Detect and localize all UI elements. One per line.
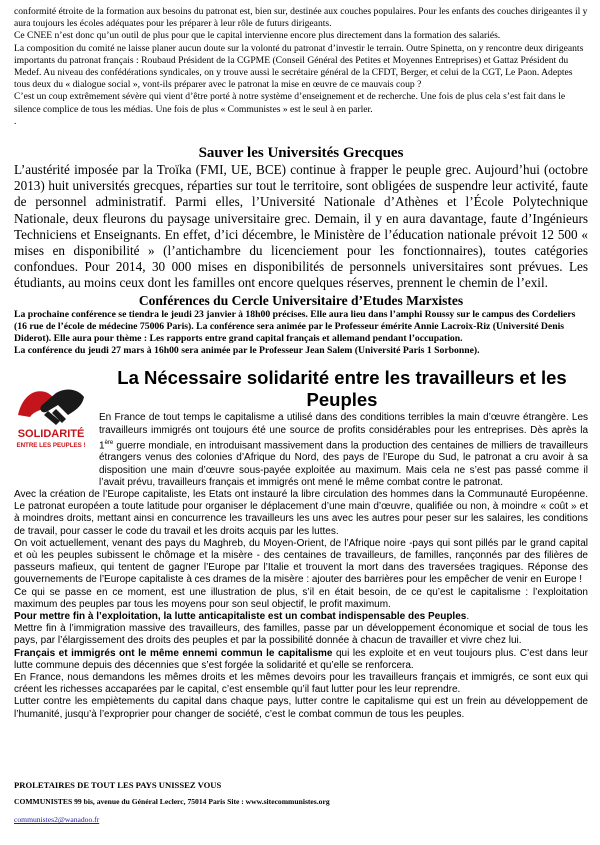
solidarity-paragraph	[14, 648, 588, 672]
intro-paragraph: conformité étroite de la formation aux besoins du patronat est, bien sur, destinée aux couches populaires. Pour les enfants des couches dirigeantes il y aura toujours les écoles adéquates pour les préparer à leur rôle de futurs dirigeants.	[14, 6, 588, 30]
solidarity-paragraph	[14, 611, 588, 623]
solidarity-paragraph: Avec la création de l’Europe capitaliste, les Etats ont instauré la libre circulation des hommes dans la Communauté Européenne. Le patronat européen a toute latitude pour organiser le déplacement d’une main d’œuvre, qualifiée ou non, à moindre « coût » et à moindres droits, mettant ainsi en concurrence les travailleurs les uns avec les autres pour peser sur les salaires, les conditions de travail, pour casser le code du travail et les droits acquis par les luttes.	[14, 489, 588, 537]
solidarity-section	[14, 367, 588, 720]
conference-paragraph: La prochaine conférence se tiendra le jeudi 23 janvier à 18h00 précises. Elle aura lieu dans l’amphi Roussy sur le campus des Cordeliers (16 rue de l’école de médecine 75006 Paris). La conférence sera animée par le Professeur émérite Annie Lacroix-Riz (Université Denis Diderot). Elle aura pour thème : Les rapports entre grand capital français et allemand pendant l’occupation.	[14, 308, 576, 345]
solidarity-logo	[12, 377, 90, 451]
superscript: ère	[104, 439, 114, 446]
page	[14, 6, 588, 721]
logo-text-sub: ENTRE LES PEUPLES !	[16, 442, 86, 450]
intro-paragraph: La composition du comité ne laisse planer aucun doute sur la volonté du patronat d’investir le terrain. Outre Spinetta, on y rencontre deux dirigeants importants du patronat français : Roubaud Président de la CGPME (Conseil Général des Petites et Moyennes Entreprises) et Gattaz Président du Medef. Au niveau des confédérations syndicales, on y trouve aussi le secrétaire général de la CFDT, Berger, et celui de la CGT, Le Paon. Adeptes tous deux du « dialogue social », vont-ils préparer avec le patronat la mise en œuvre de ce mauvais coup ?	[14, 42, 584, 91]
greek-section-body: L’austérité imposée par la Troïka (FMI, UE, BCE) continue à frapper le peuple grec. Aujourd’hui (octobre 2013) huit universités grecques, réparties sur tout le territoire, sont obligées de suspendre leur activité, faute de personnel administratif. Parmi elles, l’Université Nationale d’Athènes et l’École Polytechnique Nationale, deux fleurons du paysage universitaire grec. Demain, il y en aura davantage, faute d’Ingénieurs Techniciens et Enseignants. En effet, d’ici décembre, le Ministère de l’éducation nationale prévoit 12 500 « mises en disponibilité » (l’antichambre du licenciement pour les fonctionnaires), toutes catégories confondues. Pour 2014, 30 000 mises en disponibilités de personnels universitaires sont prévues. Les étudiants, au moins ceux dont les familles ont encore quelques réserves, prennent le chemin de l’exil.	[14, 162, 588, 291]
footer-address: COMMUNISTES 99 bis, avenue du Général Leclerc, 75014 Paris Site : www.sitecommunistes.org	[14, 797, 330, 806]
footer	[14, 780, 588, 825]
footer-slogan: PROLETAIRES DE TOUT LES PAYS UNISSEZ VOUS	[14, 780, 222, 790]
solidarity-title: La Nécessaire solidarité entre les travailleurs et les Peuples	[117, 367, 567, 411]
conferences-section	[14, 309, 588, 358]
solidarity-text: .	[466, 611, 470, 623]
logo-text-main: SOLIDARITÉ	[17, 428, 85, 441]
solidarity-paragraph: On voit actuellement, venant des pays du Maghreb, du Moyen-Orient, de l’Afrique noire -pays qui sont pillés par le grand capital et où les peuples subissent le chômage et la misère - des centaines de travailleurs, de familles, rançonnés par des filières de passeurs mafieux, qui tentent de gagner l’Europe par l’Italie et trouvent la mort dans des traversées tragiques. Réponse des gouvernements de l’Europe capitaliste à ces drames de la misère : ajouter des barrières pour les empêcher de venir en Europe !	[14, 537, 588, 586]
solidarity-paragraph: Mettre fin à l’immigration massive des travailleurs, des familles, passe par un développement économique et social de tous les pays, par l’élargissement des droits des peuples et par la possibilité donnée à chacun de travailler et vivre chez lui.	[14, 623, 588, 647]
bold-statement: Pour mettre fin à l’exploitation, la lutte anticapitaliste est un combat indispensable des Peuples	[14, 611, 467, 623]
intro-paragraph: .	[14, 115, 17, 127]
intro-section	[14, 6, 588, 128]
solidarity-paragraph: Lutter contre les empiètements du capital dans chaque pays, lutter contre le capitalisme qui est un frein au développement de l’humanité, jusqu’à l’exproprier pour changer de société, c’est le combat commun de tous les peuples.	[14, 696, 588, 720]
handshake-icon	[12, 377, 90, 451]
bold-statement: Français et immigrés ont le même ennemi commun le capitalisme	[14, 647, 333, 659]
conferences-title: Conférences du Cercle Universitaire d’Etudes Marxistes	[138, 292, 464, 308]
conference-paragraph: La conférence du jeudi 27 mars à 16h00 sera animée par le Professeur Jean Salem (Université Paris 1 Sorbonne).	[14, 345, 480, 357]
greek-section-title: Sauver les Universités Grecques	[198, 145, 404, 162]
solidarity-text: guerre mondiale, en introduisant massivement dans la production des centaines de milliers de travailleurs étrangers venus des colonies d’Afrique du Nord, des pays de l’Europe du Sud, le patronat a cru avoir à sa disposition une main d’œuvre sous-payée exploitée au maximum. Mais cela ne s’est pas passé comme il l’avait prévu, travailleurs français et immigrés ont mené le même combat contre le patronat.	[99, 440, 588, 488]
intro-paragraph: Ce CNEE n’est donc qu’un outil de plus pour que le capital intervienne encore plus directement dans la formation des salariés.	[14, 30, 501, 42]
solidarity-text: qui les exploite et en veut toujours plus. C’est dans leur lutte commune depuis des décennies que s’est forgée la solidarité et qu’elle se renforcera.	[14, 647, 588, 671]
intro-paragraph: C’est un coup extrêmement sévère qui vient d’être porté à notre système d’enseignement et de recherche. Une fois de plus cela s’est fait dans le silence complice de tous les médias. Une fois de plus « Communistes » est le seul à en parler.	[14, 91, 566, 115]
solidarity-paragraph: Ce qui se passe en ce moment, est une illustration de plus, s’il en était besoin, de ce qu’est le capitalisme : l’exploitation maximum des peuples par tous les moyens pour son seul objectif, le profit maximum.	[14, 586, 588, 610]
solidarity-text: En France de tout temps le capitalisme a utilisé dans des conditions terribles la main d’œuvre étrangère. Les travailleurs immigrés ont toujours été une source de profits considérables pour les entreprises. Dès après la 1	[99, 412, 588, 452]
solidarity-paragraph	[14, 412, 588, 489]
solidarity-paragraph: En France, nous demandons les mêmes droits et les mêmes devoirs pour les travailleurs français et immigrés, ce sont eux qui créent les richesses accaparées par le capital, c’est ensemble qu’il faut lutter pour les leur reprendre.	[14, 672, 588, 696]
solidarity-body	[14, 412, 588, 720]
footer-email-link[interactable]: communistes2@wanadoo.fr	[14, 815, 100, 824]
